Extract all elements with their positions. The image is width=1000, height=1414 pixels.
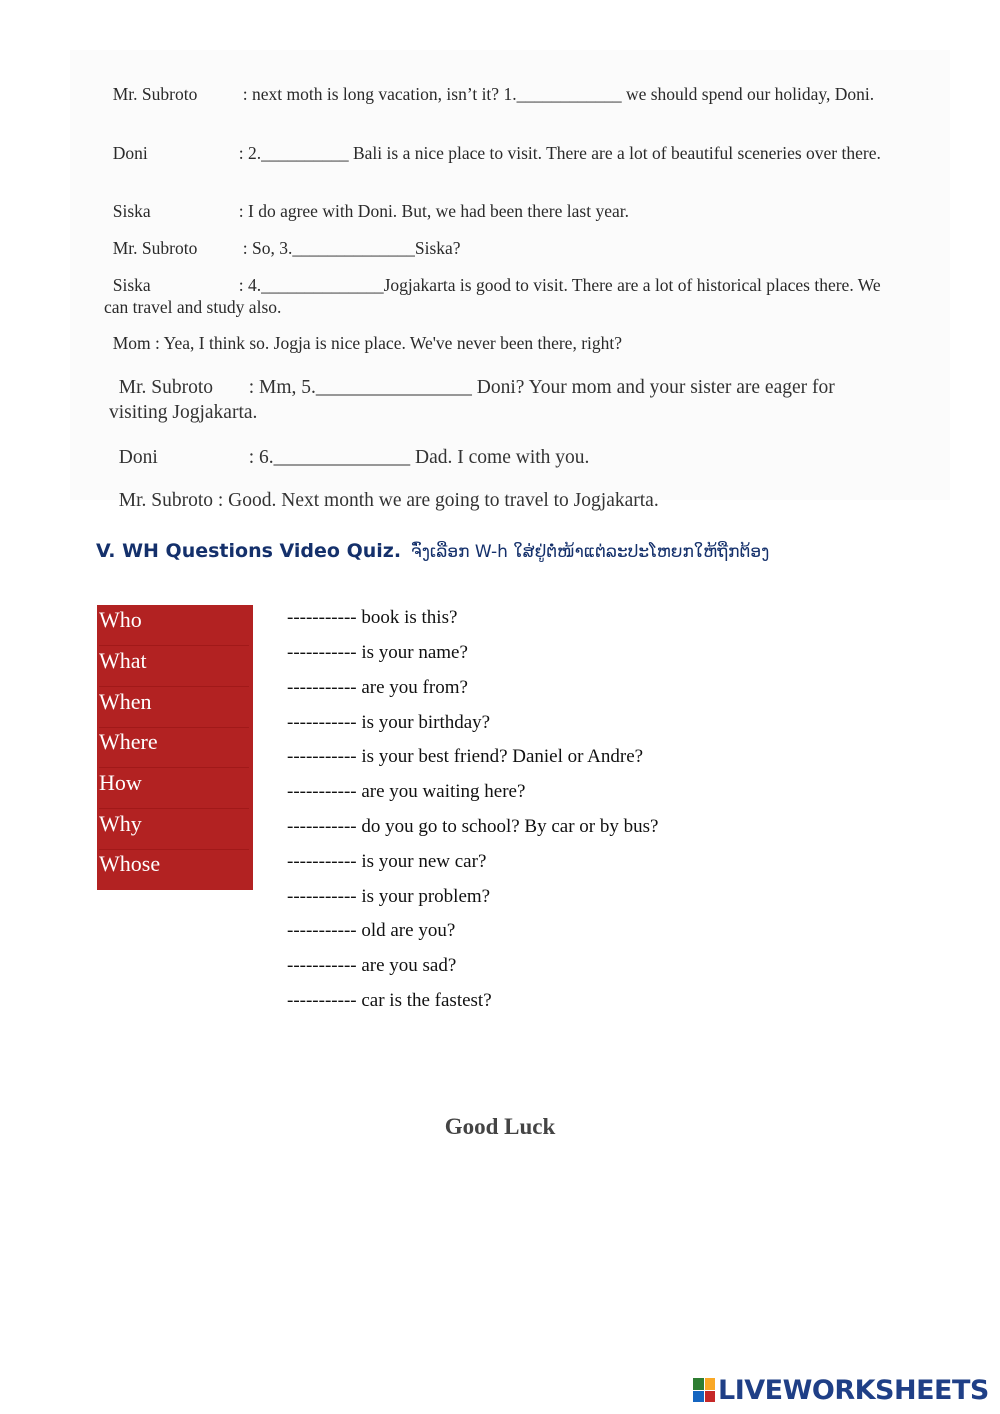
- dialogue-text: : So, 3.______________Siska?: [242, 238, 461, 258]
- dialogue-text: : 4.______________Jogjakarta is good to visit. There are a lot of historical places there. We can travel and study also.: [104, 275, 886, 317]
- question-4[interactable]: ----------- is your birthday?: [287, 712, 491, 733]
- dialogue-line-6: [104, 310, 894, 354]
- closing-text: Good Luck: [444, 1114, 556, 1139]
- dialogue-line-5: [104, 252, 894, 318]
- dialogue-text: : I do agree with Doni. But, we had been there last year.: [238, 201, 629, 221]
- dialogue-text: : 2.__________ Bali is a nice place to visit. There are a lot of beautiful sceneries over there.: [238, 143, 881, 163]
- question-8[interactable]: ----------- is your new car?: [287, 851, 487, 872]
- brand-name: LIVEWORKSHEETS: [718, 1374, 989, 1406]
- dialogue-line-1: [104, 61, 894, 105]
- dialogue-text: Mom : Yea, I think so. Jogja is nice place. We've never been there, right?: [112, 333, 623, 353]
- speaker-name: Siska: [112, 275, 151, 295]
- dialogue-line-9: [109, 463, 899, 513]
- speaker-name: Mr. Subroto: [112, 238, 198, 258]
- wh-word-when[interactable]: When: [99, 687, 249, 728]
- dialogue-text: : next moth is long vacation, isn’t it? 1.____________ we should spend our holiday, Doni.: [242, 84, 875, 104]
- dialogue-text: Mr. Subroto : Good. Next month we are going to travel to Jogjakarta.: [118, 490, 659, 511]
- section-heading: [96, 540, 769, 562]
- wh-word-who[interactable]: Who: [99, 605, 249, 646]
- wh-word-bank: [97, 605, 253, 890]
- wh-word-whose[interactable]: Whose: [99, 851, 161, 876]
- question-6[interactable]: ----------- are you waiting here?: [287, 781, 526, 802]
- question-3[interactable]: ----------- are you from?: [287, 677, 468, 698]
- speaker-name: Mr. Subroto: [118, 377, 214, 398]
- question-11[interactable]: ----------- are you sad?: [287, 955, 457, 976]
- logo-square: [693, 1378, 704, 1390]
- speaker-name: Doni: [118, 447, 158, 468]
- logo-squares-icon: [693, 1378, 715, 1402]
- dialogue-text: : 6.______________ Dad. I come with you.: [248, 447, 590, 468]
- speaker-name: Siska: [112, 201, 151, 221]
- section-instruction: ຈົ່ງເລືອກ W-h ໃສ່ຢູ່ຕໍ່ໜ້າແຕ່ລະປະໂຫຍກໃຫ້ຖືກຕ້ອງ: [411, 542, 770, 562]
- speaker-name: Doni: [112, 143, 148, 163]
- speaker-name: Mr. Subroto: [112, 84, 198, 104]
- question-7[interactable]: ----------- do you go to school? By car or by bus?: [287, 816, 659, 837]
- logo-square: [693, 1391, 704, 1403]
- wh-word-where[interactable]: Where: [99, 727, 249, 768]
- logo-square: [705, 1391, 716, 1403]
- liveworksheets-logo: [693, 1374, 989, 1406]
- wh-word-why[interactable]: Why: [99, 809, 249, 850]
- question-5[interactable]: ----------- is your best friend? Daniel or Andre?: [287, 746, 644, 767]
- wh-word-what[interactable]: What: [99, 646, 249, 687]
- question-1[interactable]: ----------- book is this?: [287, 607, 458, 628]
- dialogue-line-7: [109, 350, 879, 425]
- question-12[interactable]: ----------- car is the fastest?: [287, 990, 492, 1011]
- dialogue-text: : Mm, 5.________________ Doni? Your mom and your sister are eager for visiting Jogjakarta.: [109, 377, 840, 423]
- question-9[interactable]: ----------- is your problem?: [287, 886, 491, 907]
- section-title: V. WH Questions Video Quiz.: [96, 540, 402, 562]
- question-2[interactable]: ----------- is your name?: [287, 642, 468, 663]
- dialogue-line-2: [104, 120, 894, 164]
- wh-word-how[interactable]: How: [99, 768, 249, 809]
- question-10[interactable]: ----------- old are you?: [287, 920, 456, 941]
- logo-square: [705, 1378, 716, 1390]
